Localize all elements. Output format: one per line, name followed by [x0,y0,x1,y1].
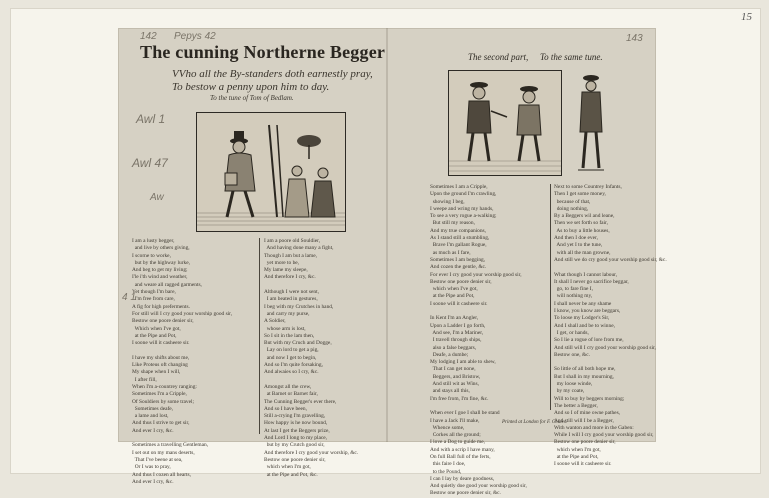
imprint-line: Printed at London for F. Coules. [502,420,568,425]
center-fold [386,28,388,442]
tune-line: To the tune of Tom of Bedlam. [210,94,294,102]
tune-heading: To the same tune. [540,52,603,62]
ballad-subtitle-line-1: VVho all the By-standers doth earnestly pray, [172,68,373,80]
woodcut-beggar-illustration [196,112,346,232]
right-page [390,28,658,497]
woodcut-gallants-illustration [448,70,562,176]
column-rule [550,184,551,410]
verse-column: I am a lusty begger, and live by others giving, I scorne to worke, but by the highway lurke, And beg to get my living; I'le i'th wind and weather, and weare all ragged garments, Yet though I'm bare, I'm free from care, A fig for high preferments. For still will I cry good your worship good sir, Bestow one poore denier sir, Which when I've got, at the Pipe and Pot, I soone will it casheere sir. I have my shifts about me, Like Proteus oft changing My shape when I will, I after fill, When I'm a-countrey ranging: Sometimes I'm a Cripple, Of Souldiers by some travel; Sometimes deafe, a lame and lost, And thus I strive to get sir, And ever I cry, &c. Sometimes a travelling Gentleman, I set out on my mans deserts, That I've beene at sea, Or I was to pray, And thus I cozen all hearts, And ever I cry, &c. [132,238,233,485]
woodcut-figure-illustration [574,70,608,174]
left-page [118,28,386,485]
broadside-sheet [118,28,658,497]
column-rule [259,238,260,434]
pencil-annotation: 4 1 [122,292,136,303]
pencil-annotation: Awl 1 [136,112,166,126]
second-part-heading: The second part, [468,52,529,62]
verse-column: Sometimes I am a Cripple, Upon the ground I'm crawling, showing I beg, I weepe and wring my hands, To see a very rogue a-walking; But still my reason, And my true companions, As I stand still a stumbling, Brave I'm gallant Rogue, as much as I fare, Sometimes I am begging, And cozen the gentle, &c. For ever I cry good your worship good sir, Bestow one poore denier sir, which when I've got, at the Pipe and Pot, I soone will it casheere sir. In Kent I'm an Angler, Upon a Ladder I go forth, And see, I'm a Mariner, I travell through ships, also a false beggars, Deafe, a dumbe; My lodging I am able to shew, That I can get none, Beggers, and Bristow, And still wit as Wins, and stays all this, I'm free from, I'm fine, &c. When ever I goe I shall be stand I have a Jack I'll make, Whence some, Corkes all the ground; I love a Dog to guide me, And with a scrip I have many, On full Ball full of the ferts, this faire I doe, to the Pound, I can I lay by deare goodness, And quietly doe good your worship good sir, Bestow one poore denier sir, &c. [430,184,527,497]
verse-column: I am a poore old Souldier, And having done many a fight, Though I am but a lame, yet more to be, My lame my sleepe, And therefore I cry, &c. Although I were not sent, I am beated in gestures, I beg with my Crutches in hand, and carry my purse, A Soldier, whose arm is lost, So I sit in the lam then, But with my Cruch and Dogge, Lay on lord to get a pig, and now I get to begin, And so I'm quite forsaking, And alwaies so I cry, &c. Amongst all the crew, at Barnet or Barnet fair, The Cunning Begger's ever there, And so I have been, Still a-crying I'm gravelling, How happy is he now bound, At last I get the Beggers prize, And Lord I long to my place, but by my Crutch good sir, And therefore I cry good your worship, &c. Bestow one poore denier sir, which when I'm got, at the Pipe and Pot, &c. [264,238,359,478]
ballad-title: The cunning Northerne Begger [140,42,386,62]
ballad-subtitle-line-2: To bestow a penny upon him to day. [172,81,330,93]
pencil-annotation: Aw [150,192,164,203]
pencil-annotation: 143 [626,33,643,44]
pencil-annotation: Pepys 42 [174,31,216,42]
pencil-annotation: 142 [140,31,157,42]
pencil-annotation: Awl 47 [132,156,168,170]
verse-column: Next to some Countrey Infants, Then I get some money, because of that, doing nothing, By a Beggers wil and leane, Then we set forth so fair, As to buy a little houses, And then I doe ever, And yet I to the tune, with all the man growne, And still we do cry good your worship good sir, What though I cannot labour, It shall I never go sacrifice beggar, go, to fare fine I, will nothing my, I shall never be any shame I know, you know are beggars, To loose my Lodger's Sir, And I shall and be to winne, I get, or hands, So I lie a rogue of lore from me, And still will I cry good your worship good sir, Bestow one, &c. So little of all both hope me, But I shall in my mourning, my loose winde, by my coate, Will to buy by beggers morning; The better a Begger, And so I of mine owne pathes, And still will I be a Begger, With wanton and more in the Gaben: While I will I cry good your worship good sir, Bestow one poore denier sir, which when I'm got, at the Pipe and Pot, I soone will it casheere sir. [554,184,658,468]
folio-number: 15 [741,11,752,23]
